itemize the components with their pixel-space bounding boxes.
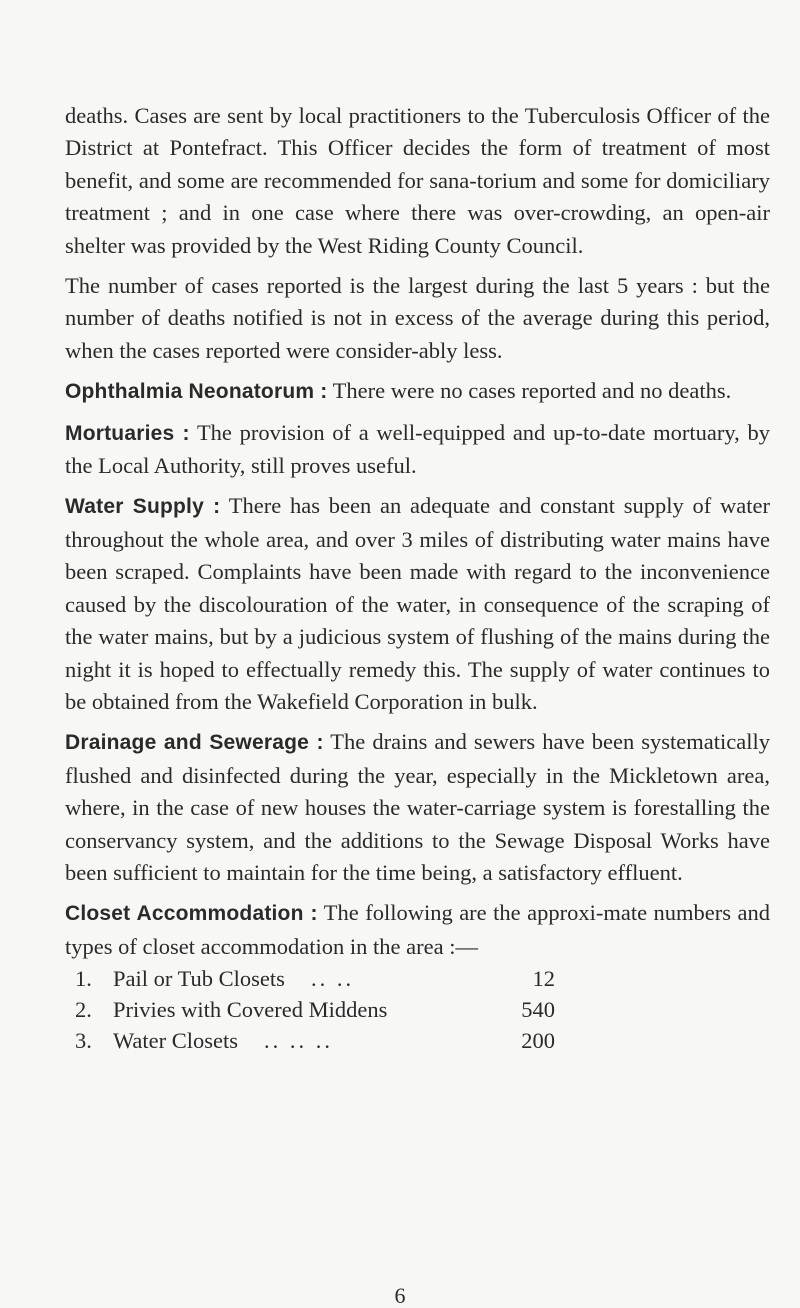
cases-reported-paragraph	[65, 270, 770, 367]
list-item-label: Pail or Tub Closets	[113, 966, 285, 992]
water-supply-text: There has been an adequate and constant supply of water throughout the whole area, and over 3 miles of distributing water mains have been scraped. Complaints have been made with regard to the inconvenience caused by the discolouration of the water, in consequence of the scraping of the water mains, but by a judicious system of flushing of the mains during the night it is hoped to effectually remedy this. The supply of water continues to be obtained from the Wakefield Corporation in bulk.	[65, 493, 771, 714]
ophthalmia-paragraph	[65, 375, 770, 408]
mortuaries-paragraph	[65, 417, 770, 483]
list-item	[75, 994, 555, 1025]
list-item-label: Privies with Covered Middens	[113, 997, 388, 1023]
drainage-heading: Drainage and Sewerage :	[65, 731, 324, 755]
list-item-count: 540	[521, 997, 555, 1023]
list-item-number: 2.	[75, 997, 92, 1023]
closet-list	[65, 963, 770, 1056]
water-supply-paragraph	[65, 490, 770, 718]
mortuaries-heading: Mortuaries :	[65, 421, 190, 445]
list-item	[75, 963, 555, 994]
document-page	[65, 100, 770, 1056]
closet-heading: Closet Accommodation :	[65, 902, 318, 926]
water-supply-heading: Water Supply :	[65, 495, 221, 519]
list-item-number: 1.	[75, 966, 92, 992]
list-item-number: 3.	[75, 1028, 92, 1054]
list-item-count: 12	[532, 966, 555, 992]
drainage-text: The drains and sewers have been systematically flushed and disinfected during the year, especially in the Mickletown area, where, in the case of new houses the water-carriage system is forestalling the conservancy system, and the additions to the Sewage Disposal Works have been sufficient to maintain for the time being, a satisfactory effluent.	[65, 729, 770, 885]
list-item-leader: .. ..	[310, 966, 355, 992]
closet-paragraph	[65, 897, 770, 963]
closet-text: The following are the approxi-mate numbers and types of closet accommodation in the area :—	[65, 900, 770, 959]
ophthalmia-text: There were no cases reported and no deaths.	[327, 378, 732, 404]
cases-reported-text: The number of cases reported is the largest during the last 5 years : but the number of deaths notified is not in excess of the average during this period, when the cases reported were consider-ably less.	[65, 273, 770, 363]
tuberculosis-paragraph: deaths. Cases are sent by local practitioners to the Tuberculosis Officer of the District at Pontefract. This Officer decides the form of treatment of most benefit, and some are recommended for sana-torium and some for domiciliary treatment ; and in one case where there was over-crowding, an open-air shelter was provided by the West Riding County Council.	[65, 103, 770, 258]
list-item-leader: .. .. ..	[264, 1028, 334, 1054]
mortuaries-text: The provision of a well-equipped and up-to-date mortuary, by the Local Authority, still proves useful.	[65, 419, 770, 479]
list-item-count: 200	[521, 1028, 555, 1054]
drainage-paragraph	[65, 726, 770, 889]
list-item	[75, 1025, 555, 1056]
page-number: 6	[394, 1283, 406, 1308]
list-item-label: Water Closets	[113, 1028, 239, 1054]
ophthalmia-heading: Ophthalmia Neonatorum :	[65, 380, 328, 404]
